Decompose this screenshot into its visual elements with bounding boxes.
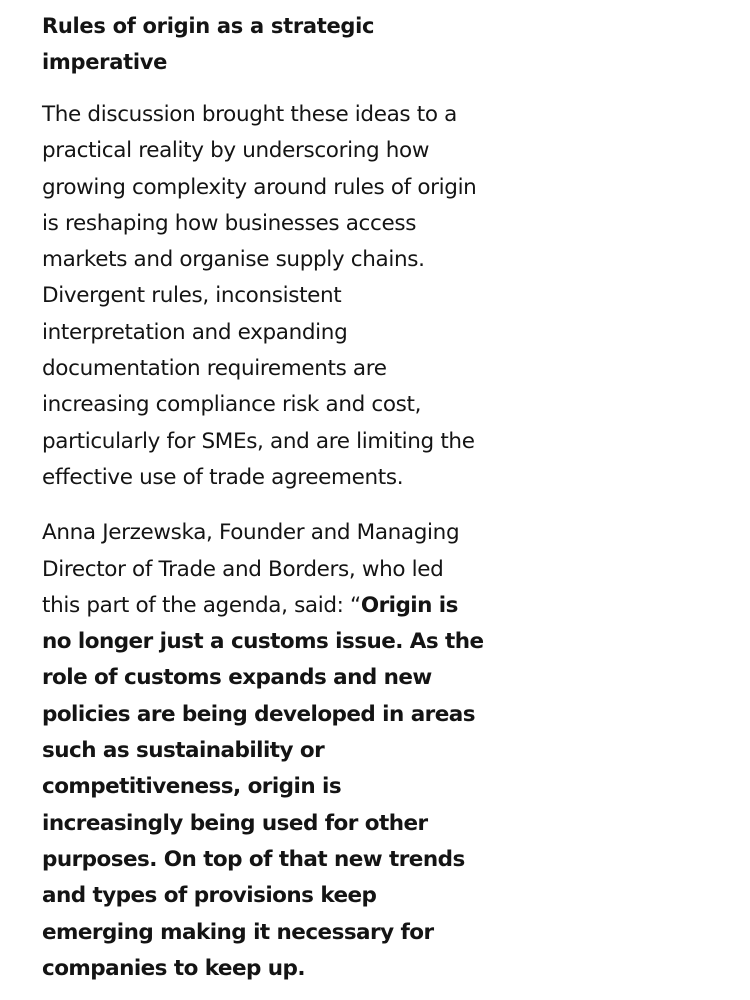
paragraph-discussion: The discussion brought these ideas to a practical reality by underscoring how growing complexity around rules of origin is reshaping how businesses access markets and organise supply chains. Divergent rules, inconsistent interpretation and expanding documentation requirements are increasing compliance risk and cost, particularly for SMEs, and are limiting the effective use of trade agreements. bbox=[42, 102, 477, 490]
article-body bbox=[42, 8, 487, 987]
quote-attribution: Anna Jerzewska, Founder and Managing Director of Trade and Borders, who led this part of the agenda, said: “ bbox=[42, 520, 460, 618]
paragraph-quote bbox=[42, 515, 487, 987]
quote-text: Origin is no longer just a customs issue. As the role of customs expands and new policies are being developed in areas such as sustainability or competitiveness, origin is increasingly being used for other purposes. On top of that new trends and types of provisions keep emerging making it necessary for companies to keep up. bbox=[42, 592, 484, 981]
section-heading: Rules of origin as a strategic imperative bbox=[42, 14, 375, 74]
